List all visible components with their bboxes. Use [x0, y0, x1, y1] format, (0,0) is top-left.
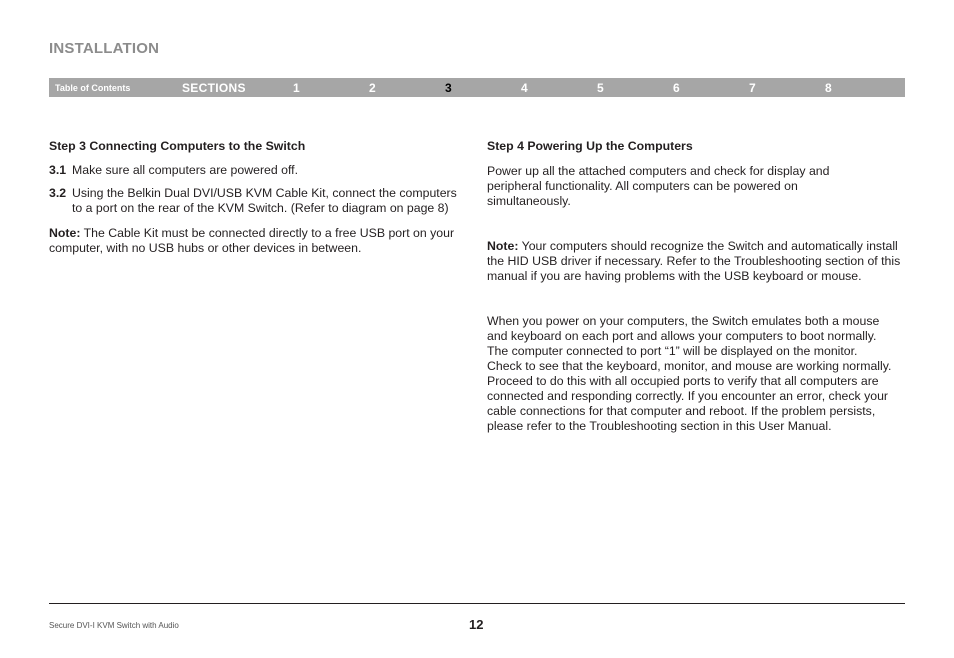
section-link-6[interactable]: 6	[673, 81, 680, 95]
table-of-contents-link[interactable]: Table of Contents	[55, 83, 131, 93]
section-link-8[interactable]: 8	[825, 81, 832, 95]
note-paragraph	[487, 239, 902, 284]
section-link-7[interactable]: 7	[749, 81, 756, 95]
step3-heading: Step 3 Connecting Computers to the Switch	[49, 139, 306, 153]
sections-label: SECTIONS	[182, 81, 246, 95]
section-link-2[interactable]: 2	[369, 81, 376, 95]
step-number: 3.1	[49, 163, 67, 177]
page-number: 12	[469, 617, 484, 632]
step-text: Make sure all computers are powered off.	[72, 163, 299, 177]
section-link-1[interactable]: 1	[293, 81, 300, 95]
note-label: Note:	[487, 239, 519, 253]
step-item	[49, 186, 465, 216]
note-paragraph	[49, 226, 465, 256]
note-text: Your computers should recognize the Switch and automatically install the HID USB driver if necessary. Refer to the Troubleshooting section of this manual if you are having problems with the USB keyboard or mouse.	[487, 239, 901, 283]
page-section-title: INSTALLATION	[49, 40, 160, 57]
section-link-4[interactable]: 4	[521, 81, 528, 95]
section-link-5[interactable]: 5	[597, 81, 604, 95]
step-text: Using the Belkin Dual DVI/USB KVM Cable Kit, connect the computers to a port on the rear of the KVM Switch. (Refer to diagram on page 8)	[72, 186, 457, 215]
power-up-paragraph: Power up all the attached computers and check for display and peripheral functionality. All computers can be powered on simultaneously.	[487, 164, 830, 208]
power-on-paragraph: When you power on your computers, the Switch emulates both a mouse and keyboard on each port and allows your computers to boot normally. The computer connected to port “1” will be displayed on the monitor. Check to see that the keyboard, monitor, and mouse are working normally. Proceed to do this with all occupied ports to verify that all computers are connected and responding correctly. If you encounter an error, check your cable connections for that computer and reboot. If the problem persists, please refer to the Troubleshooting section in this User Manual.	[487, 314, 892, 433]
step4-heading: Step 4 Powering Up the Computers	[487, 139, 693, 153]
footer-product-name: Secure DVI-I KVM Switch with Audio	[49, 621, 179, 630]
step-item	[49, 163, 465, 178]
step-number: 3.2	[49, 186, 67, 200]
section-link-3-active[interactable]: 3	[445, 81, 452, 95]
right-column	[487, 139, 902, 434]
section-nav-bar	[49, 78, 905, 97]
note-label: Note:	[49, 226, 81, 240]
left-column	[49, 139, 465, 256]
note-text: The Cable Kit must be connected directly to a free USB port on your computer, with no USB hubs or other devices in between.	[49, 226, 455, 255]
footer-divider	[49, 603, 905, 604]
